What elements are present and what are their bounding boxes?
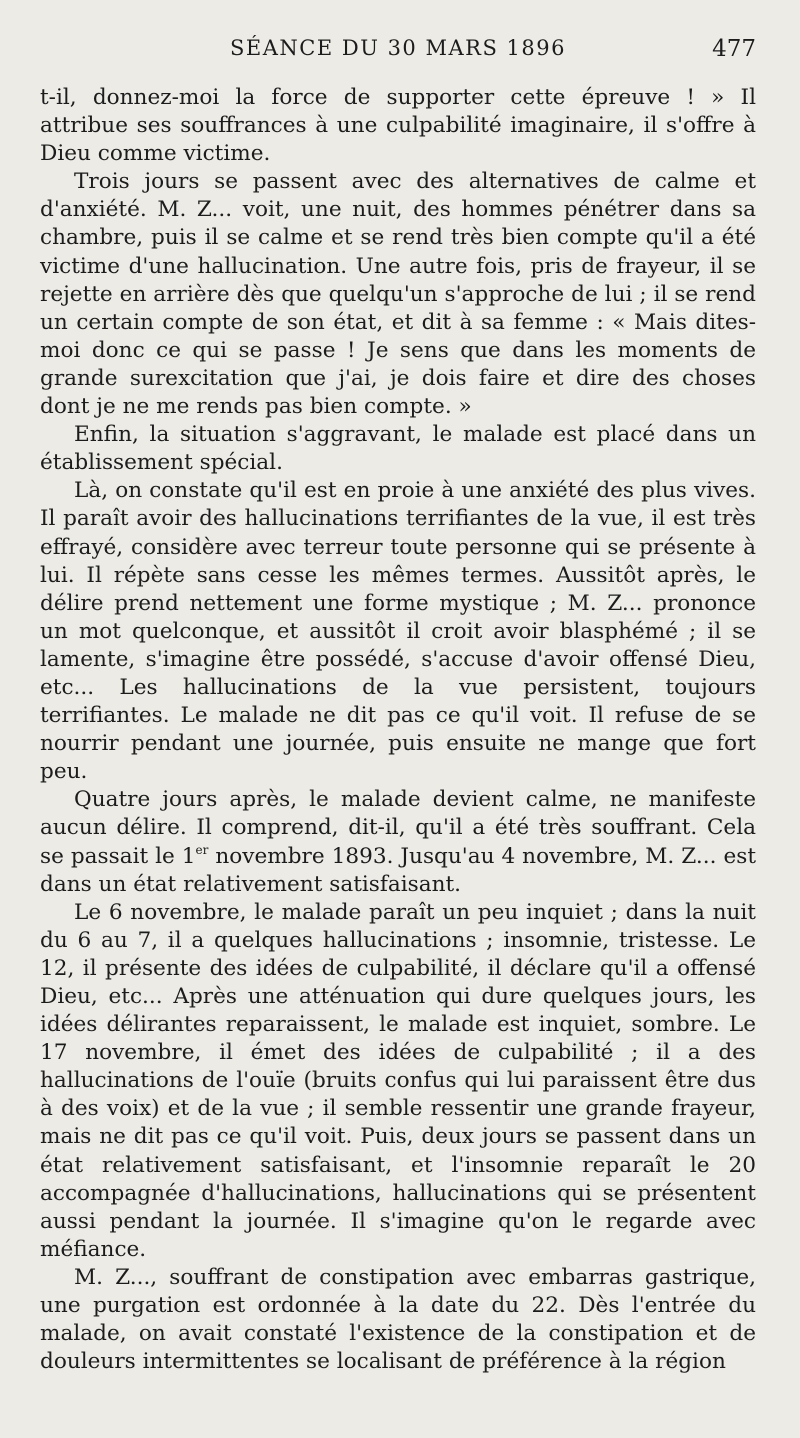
paragraph-6: Le 6 novembre, le malade paraît un peu inquiet ; dans la nuit du 6 au 7, il a quelques hallucinations ; insomnie, tristesse. Le 12, il présente des idées de culpabilité, il déclare qu'il a offensé Dieu, etc... Après une atténuation qui dure quelques jours, les idées délirantes reparaissent, le malade est inquiet, sombre. Le 17 novembre, il émet des idées de culpabilité ; il a des hallucinations de l'ouïe (bruits confus qui lui paraissent être dus à des voix) et de la vue ; il semble ressentir une grande frayeur, mais ne dit pas ce qu'il voit. Puis, deux jours se passent dans un état relativement satisfaisant, et l'insomnie reparaît le 20 accompagnée d'hallucinations, hallucinations qui se présentent aussi pendant la journée. Il s'imagine qu'on le regarde avec méfiance. — [40, 899, 756, 1262]
body-text — [40, 84, 756, 1376]
paragraph-7: M. Z..., souffrant de constipation avec embarras gastrique, une purgation est ordonnée à la date du 22. Dès l'entrée du malade, on avait constaté l'existence de la constipation et de douleurs intermittentes se localisant de préférence à la région — [40, 1264, 756, 1375]
paragraph-4: Là, on constate qu'il est en proie à une anxiété des plus vives. Il paraît avoir des hallucinations terrifiantes de la vue, il est très effrayé, considère avec terreur toute personne qui se présente à lui. Il répète sans cesse les mêmes termes. Aussitôt après, le délire prend nettement une forme mystique ; M. Z... prononce un mot quelconque, et aussitôt il croit avoir blasphémé ; il se lamente, s'imagine être possédé, s'accuse d'avoir offensé Dieu, etc... Les hallucinations de la vue persistent, toujours terrifiantes. Le malade ne dit pas ce qu'il voit. Il refuse de se nourrir pendant une journée, puis ensuite ne mange que fort peu. — [40, 478, 756, 785]
paragraph-1: t-il, donnez-moi la force de supporter cette épreuve ! » Il attribue ses souffrances à une culpabilité imaginaire, il s'offre à Dieu comme victime. — [40, 85, 756, 167]
paragraph-2: Trois jours se passent avec des alternatives de calme et d'anxiété. M. Z... voit, une nuit, des hommes pénétrer dans sa chambre, puis il se calme et se rend très bien compte qu'il a été victime d'une hallucination. Une autre fois, pris de frayeur, il se rejette en arrière dès que quelqu'un s'approche de lui ; il se rend un certain compte de son état, et dit à sa femme : « Mais dites-moi donc ce qui se passe ! Je sens que dans les moments de grande surexcitation que j'ai, je dois faire et dire des choses dont je ne me rends pas bien compte. » — [40, 169, 756, 420]
page-header — [40, 36, 756, 72]
paragraph-5-part-1: Quatre jours après, le malade devient calme, ne manifeste aucun délire. Il comprend, dit-il, qu'il a été très souffrant. Cela se passait le 1 — [40, 787, 756, 869]
paragraph-5 — [40, 786, 756, 898]
running-head: SÉANCE DU 30 MARS 1896 — [230, 36, 566, 60]
paragraph-5-part-2: novembre 1893. Jusqu'au 4 novembre, M. Z... est dans un état relativement satisfaisant. — [40, 843, 756, 897]
ordinal-superscript: er — [195, 842, 209, 857]
page-number: 477 — [712, 36, 756, 62]
paragraph-3: Enfin, la situation s'aggravant, le malade est placé dans un établissement spécial. — [40, 422, 756, 476]
